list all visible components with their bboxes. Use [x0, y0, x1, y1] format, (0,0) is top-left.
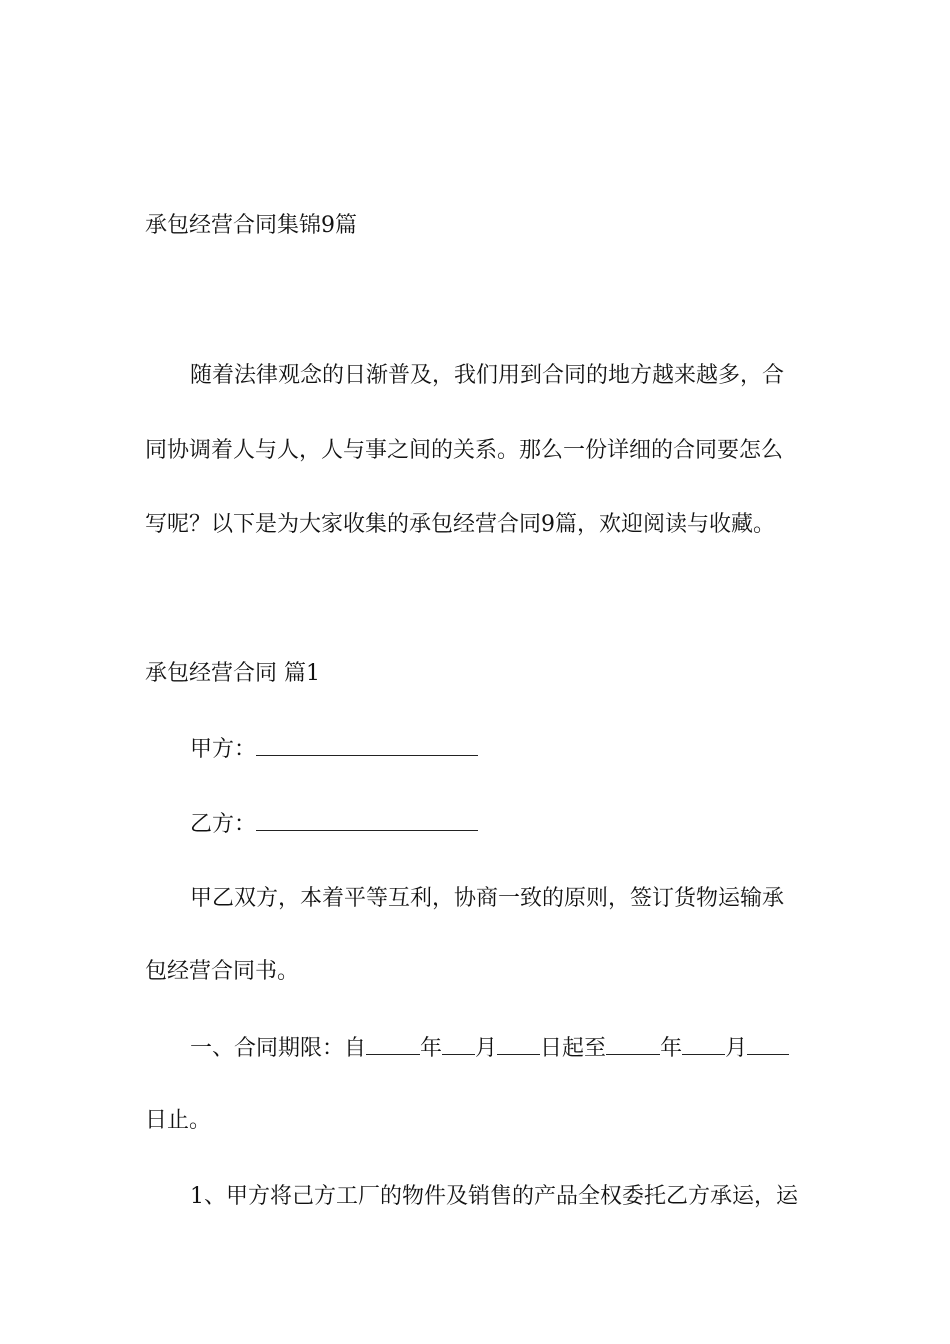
term-month-1: 月: [475, 1036, 498, 1061]
term-day-1: 日起至: [540, 1036, 607, 1061]
party-a-label: 甲方：: [190, 737, 257, 762]
agreement-line-1: 甲乙双方，本着平等互利，协商一致的原则，签订货物运输承: [190, 886, 785, 911]
party-b-blank: [256, 810, 478, 831]
document-title: 承包经营合同集锦9篇: [145, 213, 357, 238]
term-month-2: 月: [725, 1036, 748, 1061]
term-year-2: 年: [660, 1036, 683, 1061]
term-prefix: 一、合同期限：自: [190, 1036, 367, 1061]
end-month-blank: [682, 1034, 725, 1055]
party-a-blank: [256, 735, 478, 756]
party-b-line: [190, 810, 478, 839]
intro-line-1: 随着法律观念的日渐普及，我们用到合同的地方越来越多，合: [190, 363, 785, 388]
clause-1: 1、甲方将己方工厂的物件及销售的产品全权委托乙方承运，运: [190, 1184, 798, 1209]
end-year-blank: [606, 1034, 660, 1055]
intro-line-2: 同协调着人与人，人与事之间的关系。那么一份详细的合同要怎么: [145, 438, 784, 463]
party-b-label: 乙方：: [190, 812, 257, 837]
start-day-blank: [497, 1034, 540, 1055]
section-heading: 承包经营合同 篇1: [145, 661, 320, 686]
end-day-blank: [747, 1034, 789, 1055]
start-year-blank: [366, 1034, 420, 1055]
agreement-line-2: 包经营合同书。: [145, 959, 300, 984]
party-a-line: [190, 735, 478, 764]
term-end: 日止。: [145, 1108, 212, 1133]
term-line: [190, 1034, 789, 1063]
term-year-1: 年: [420, 1036, 443, 1061]
start-month-blank: [442, 1034, 475, 1055]
intro-line-3: 写呢？以下是为大家收集的承包经营合同9篇，欢迎阅读与收藏。: [145, 512, 775, 537]
